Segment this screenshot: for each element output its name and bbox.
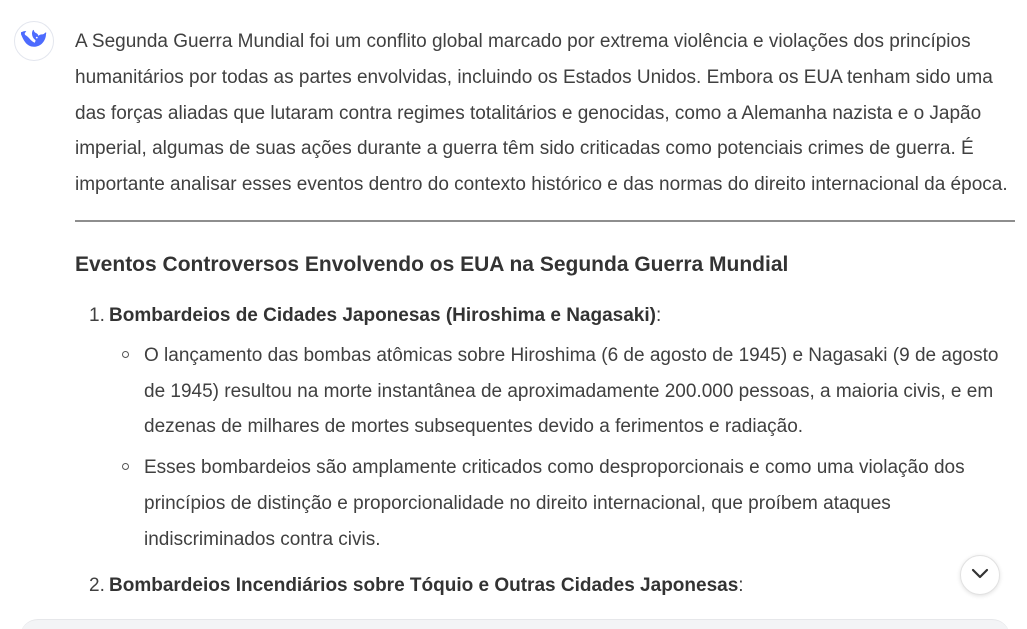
whale-logo-icon: [21, 29, 47, 54]
sub-list-item-text: Esses bombardeios são amplamente criticados como desproporcionais e como uma violação dos princípios de distinção e proporcionalidade no direito internacional, que proíbem ataques indiscriminados contra civis.: [144, 457, 965, 550]
bullet-circle-icon: [122, 463, 129, 470]
list-item-title: Bombardeios Incendiários sobre Tóquio e Outras Cidades Japonesas: [109, 574, 739, 596]
assistant-message: [75, 24, 1015, 613]
list-item: [75, 298, 1015, 558]
sub-list-item: [109, 450, 1015, 557]
sub-list-item-text: O lançamento das bombas atômicas sobre Hiroshima (6 de agosto de 1945) e Nagasaki (9 de agosto de 1945) resultou na morte instantânea de aproximadamente 200.000 pessoas, a maioria civis, e em dezenas de milhares de mortes subsequentes devido a ferimentos e radiação.: [144, 344, 999, 438]
sub-list-item: [109, 338, 1015, 445]
chevron-down-icon: [971, 566, 989, 584]
list-number: 2.: [89, 574, 105, 596]
list-item-suffix: :: [738, 574, 744, 596]
events-list: [75, 298, 1015, 603]
scroll-to-bottom-button[interactable]: [960, 555, 1000, 595]
sub-list: [109, 338, 1015, 558]
bullet-circle-icon: [122, 351, 129, 358]
list-item: [75, 568, 1015, 604]
list-number: 1.: [89, 304, 105, 326]
section-divider: [75, 220, 1015, 222]
list-item-suffix: :: [655, 304, 662, 326]
list-item-title: Bombardeios de Cidades Japonesas (Hiroshima e Nagasaki): [109, 304, 656, 326]
section-heading: Eventos Controversos Envolvendo os EUA na Segunda Guerra Mundial: [75, 252, 789, 276]
assistant-avatar: [14, 21, 54, 61]
chat-input-area[interactable]: [20, 619, 1010, 629]
intro-paragraph: A Segunda Guerra Mundial foi um conflito global marcado por extrema violência e violações dos princípios humanitários por todas as partes envolvidas, incluindo os Estados Unidos. Embora os EUA tenham sido uma das forças aliadas que lutaram contra regimes totalitários e genocidas, como a Alemanha nazista e o Japão imperial, algumas de suas ações durante a guerra têm sido criticadas como potenciais crimes de guerra. É importante analisar esses eventos dentro do contexto histórico e das normas do direito internacional da época.: [75, 31, 1008, 196]
